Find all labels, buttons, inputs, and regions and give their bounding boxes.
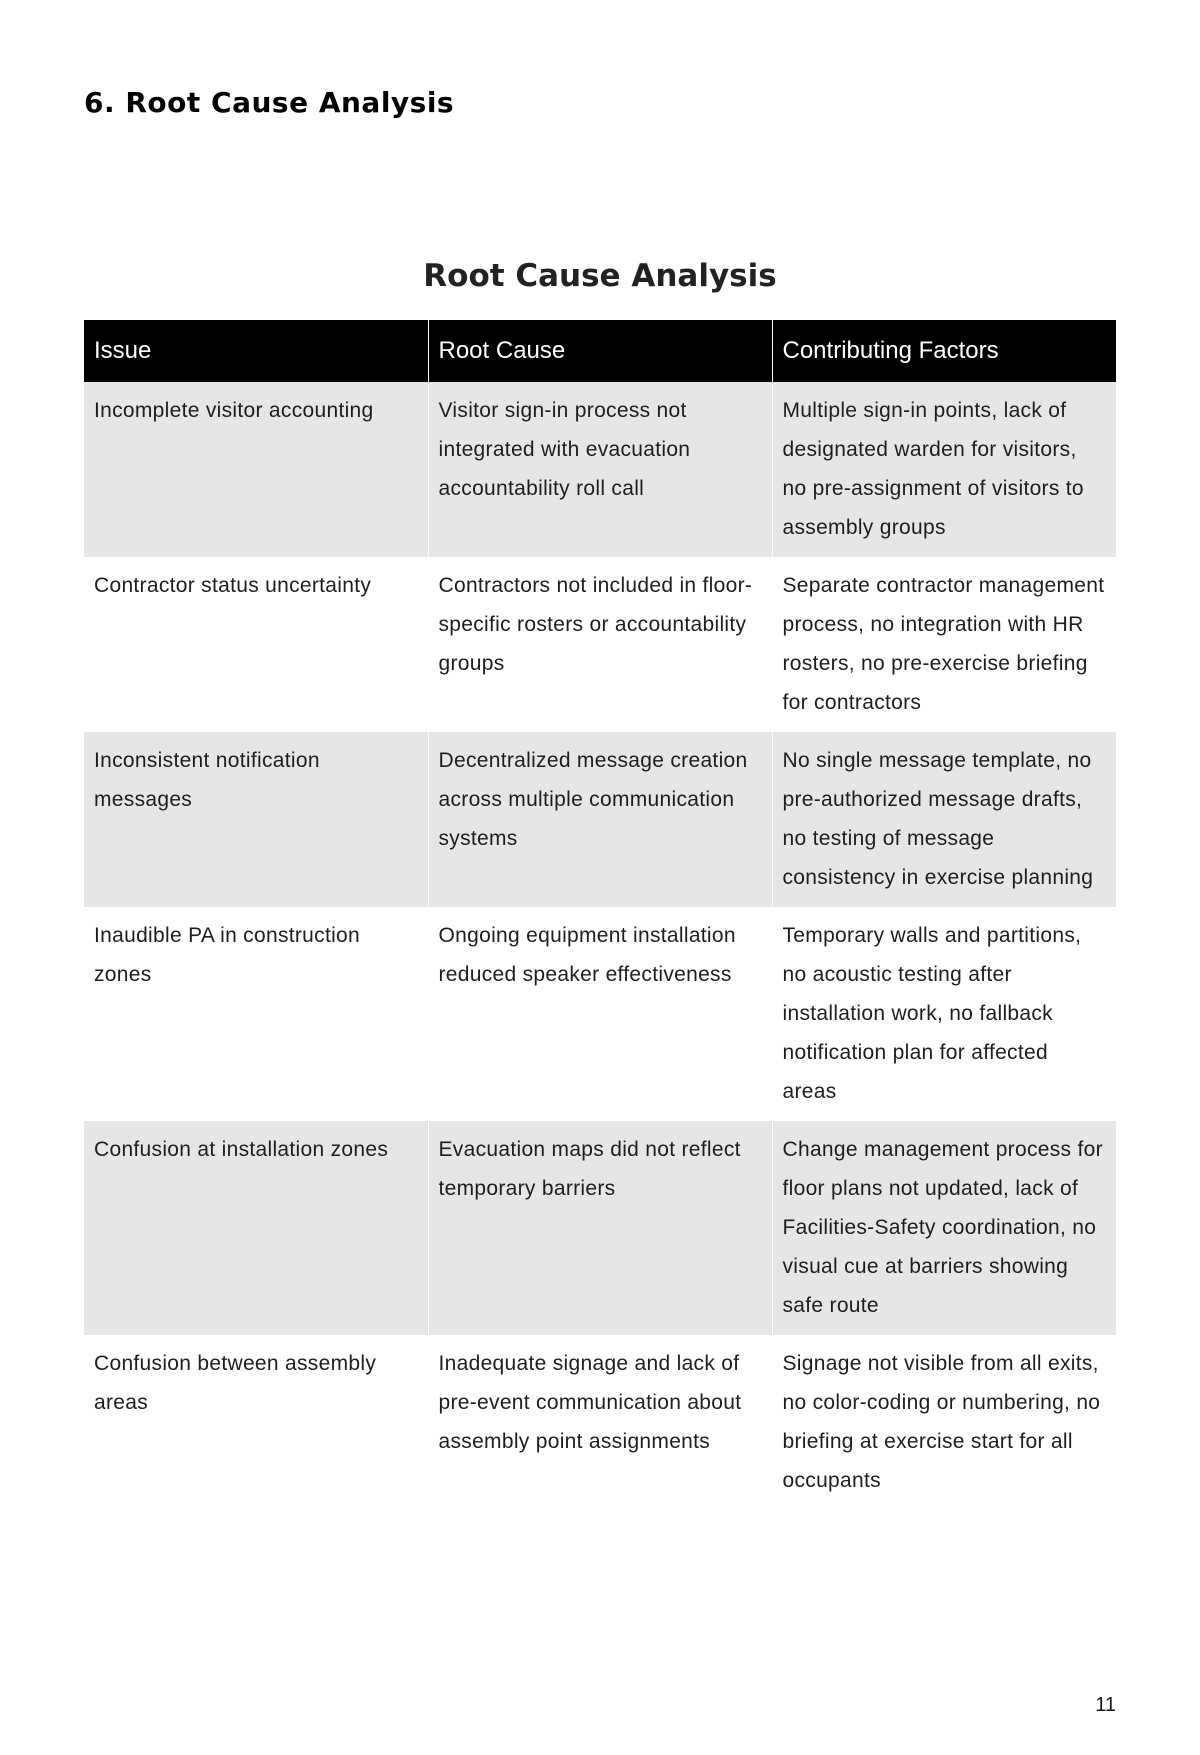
section-heading: 6. Root Cause Analysis — [84, 86, 455, 119]
page-number: 11 — [1095, 1694, 1116, 1716]
issue-cell: Confusion at installation zones — [84, 1121, 428, 1335]
contributing-factors-cell: Temporary walls and partitions, no acoustic testing after installation work, no fallback notification plan for affected areas — [772, 907, 1116, 1121]
header-issue: Issue — [84, 320, 428, 382]
issue-cell: Inaudible PA in construction zones — [84, 907, 428, 1121]
table-row — [84, 907, 1116, 1121]
table-row — [84, 1121, 1116, 1335]
table-title: Root Cause Analysis — [423, 258, 777, 294]
issue-cell: Incomplete visitor accounting — [84, 382, 428, 557]
contributing-factors-cell: Separate contractor management process, no integration with HR rosters, no pre-exercise briefing for contractors — [772, 557, 1116, 732]
root-cause-cell: Contractors not included in floor-specific rosters or accountability groups — [428, 557, 772, 732]
root-cause-cell: Decentralized message creation across multiple communication systems — [428, 732, 772, 907]
root-cause-cell: Inadequate signage and lack of pre-event communication about assembly point assignments — [428, 1335, 772, 1510]
issue-cell: Confusion between assembly areas — [84, 1335, 428, 1510]
contributing-factors-cell: Multiple sign-in points, lack of designated warden for visitors, no pre-assignment of visitors to assembly groups — [772, 382, 1116, 557]
contributing-factors-cell: No single message template, no pre-authorized message drafts, no testing of message consistency in exercise planning — [772, 732, 1116, 907]
issue-cell: Contractor status uncertainty — [84, 557, 428, 732]
table-row — [84, 557, 1116, 732]
header-root-cause: Root Cause — [428, 320, 772, 382]
root-cause-cell: Ongoing equipment installation reduced speaker effectiveness — [428, 907, 772, 1121]
header-contributing-factors: Contributing Factors — [772, 320, 1116, 382]
table-header-row — [84, 320, 1116, 382]
table-row — [84, 382, 1116, 557]
issue-cell: Inconsistent notification messages — [84, 732, 428, 907]
contributing-factors-cell: Signage not visible from all exits, no color-coding or numbering, no briefing at exercise start for all occupants — [772, 1335, 1116, 1510]
root-cause-cell: Visitor sign-in process not integrated with evacuation accountability roll call — [428, 382, 772, 557]
contributing-factors-cell: Change management process for floor plans not updated, lack of Facilities-Safety coordination, no visual cue at barriers showing safe route — [772, 1121, 1116, 1335]
root-cause-cell: Evacuation maps did not reflect temporary barriers — [428, 1121, 772, 1335]
table-row — [84, 732, 1116, 907]
table-row — [84, 1335, 1116, 1510]
root-cause-table — [84, 320, 1116, 1510]
